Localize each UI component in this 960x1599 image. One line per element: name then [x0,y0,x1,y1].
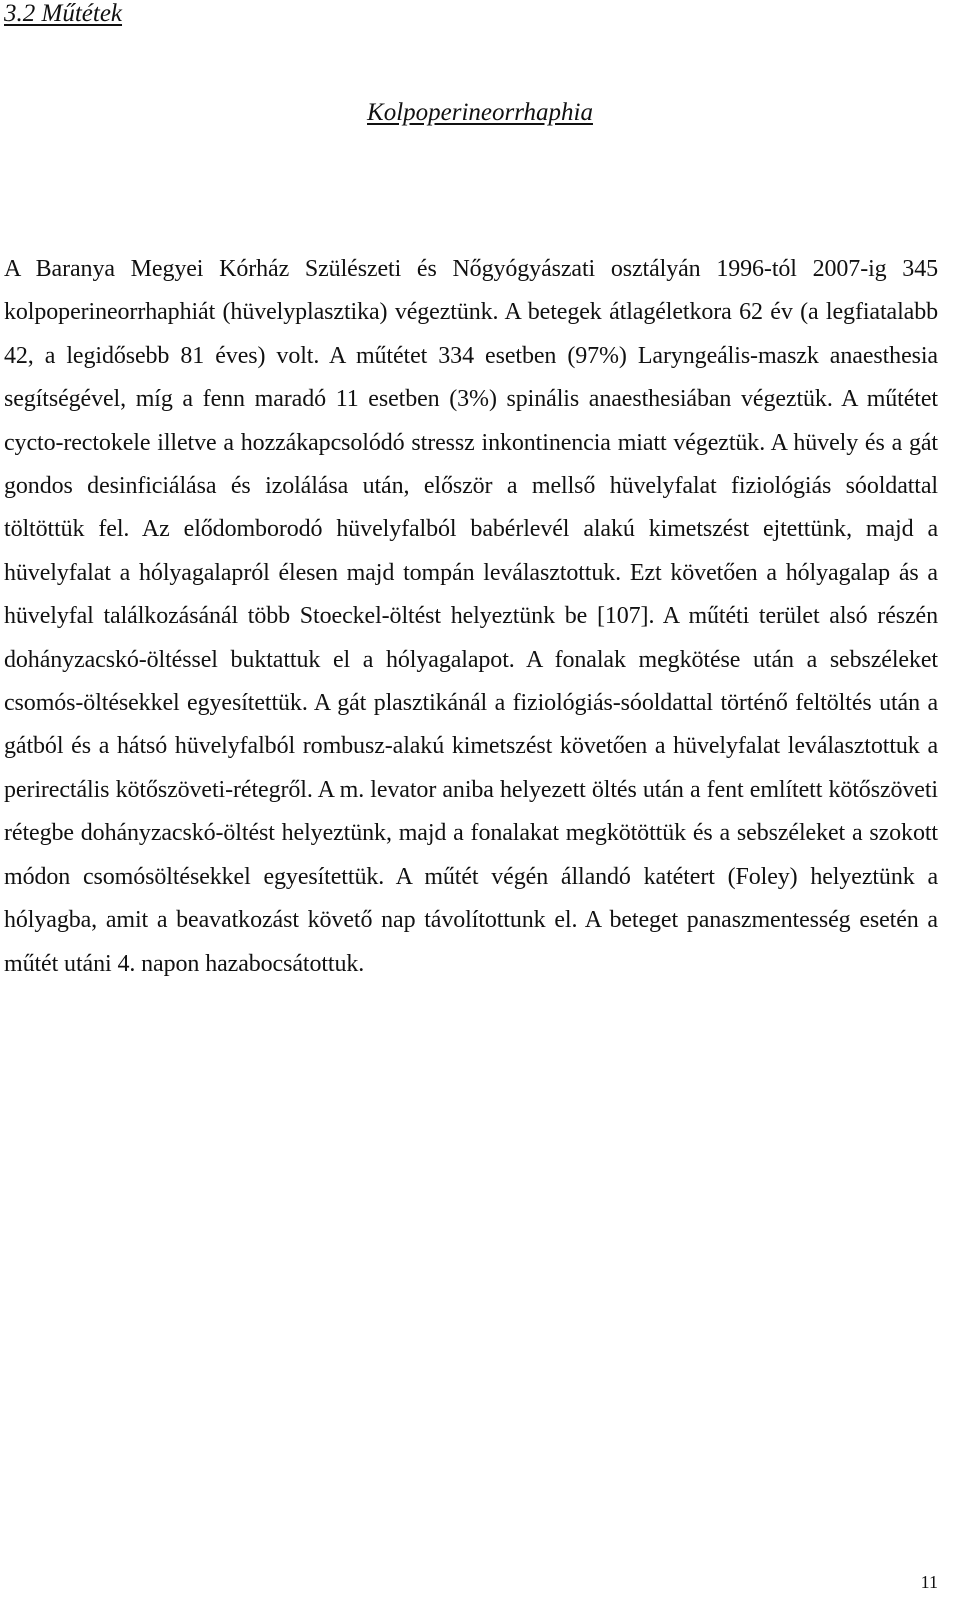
subtitle: Kolpoperineorrhaphia [367,99,593,126]
section-heading: 3.2 Műtétek [4,0,123,27]
page-number: 11 [920,1572,938,1592]
body-paragraph: A Baranya Megyei Kórház Szülészeti és Nőgyógyászati osztályán 1996-tól 2007-ig 345 kolpoperineorrhaphiát (hüvelyplasztika) végeztünk. A betegek átlagéletkora 62 év (a legfiatalabb 42, a legidősebb 81 éves) volt. A műtétet 334 esetben (97%) Laryngeális-maszk anaesthesia segítségével, míg a fenn maradó 11 esetben (3%) spinális anaesthesiában végeztük. A műtétet cycto-rectokele illetve a hozzákapcsolódó stressz inkontinencia miatt végeztük. A hüvely és a gát gondos desinficiálása és izolálása után, először a mellső hüvelyfalat fiziológiás sóoldattal töltöttük fel. Az elődomborodó hüvelyfalból babérlevél alakú kimetszést ejtettünk, majd a hüvelyfalat a hólyagalapról élesen majd tompán leválasztottuk. Ezt követően a hólyagalap ás a hüvelyfal találkozásánál több Stoeckel-öltést helyeztünk be [107]. A műtéti terület alsó részén dohányzacskó-öltéssel buktattuk el a hólyagalapot. A fonalak megkötése után a sebszéleket csomós-öltésekkel egyesítettük. A gát plasztikánál a fiziológiás-sóoldattal történő feltöltés után a gátból és a hátsó hüvelyfalból rombusz-alakú kimetszést követően a hüvelyfalat leválasztottuk a perirectális kötőszöveti-rétegről. A m. levator aniba helyezett öltés után a fent említett kötőszöveti rétegbe dohányzacskó-öltést helyeztünk, majd a fonalakat megkötöttük és a sebszéleket a szokott módon csomósöltésekkel egyesítettük. A műtét végén állandó katétert (Foley) helyeztünk a hólyagba, amit a beavatkozást követő nap távolítottunk el. A beteget panaszmentesség esetén a műtét utáni 4. napon hazabocsátottuk. [4,256,938,977]
